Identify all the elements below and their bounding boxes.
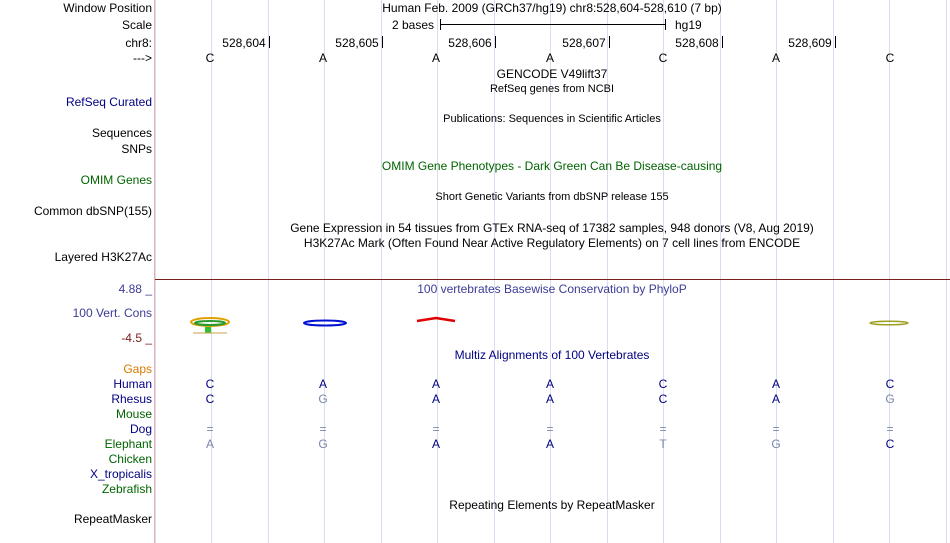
alignment-base: A bbox=[545, 437, 554, 451]
alignment-base: A bbox=[431, 392, 440, 406]
reference-base: C bbox=[885, 51, 895, 65]
scale-bar-line bbox=[440, 24, 665, 25]
alignment-gap-marker: = bbox=[772, 422, 780, 436]
alignment-base-mismatch: G bbox=[318, 392, 328, 406]
cons-ymin-label: -4.5 _ bbox=[121, 331, 152, 345]
alignment-base: C bbox=[885, 437, 895, 451]
grid-line bbox=[211, 0, 212, 543]
alignment-gap-marker: = bbox=[886, 422, 894, 436]
track-title-dbsnp[interactable]: Short Genetic Variants from dbSNP release 155 bbox=[435, 191, 669, 203]
alignment-gap-marker: = bbox=[319, 422, 327, 436]
cons-ymax-label: 4.88 _ bbox=[118, 282, 152, 296]
track-title-omim[interactable]: OMIM Gene Phenotypes - Dark Green Can Be Disease-causing bbox=[381, 159, 723, 173]
track-title-h3k27ac[interactable]: H3K27Ac Mark (Often Found Near Active Regulatory Elements) on 7 cell lines from ENCODE bbox=[303, 236, 801, 250]
grid-line bbox=[381, 0, 382, 543]
alignment-base-mismatch: G bbox=[885, 392, 895, 406]
track-title-gtex[interactable]: Gene Expression in 54 tissues from GTEx RNA-seq of 17382 samples, 948 donors (V8, Aug 2019) bbox=[290, 221, 814, 235]
track-label-snps[interactable]: SNPs bbox=[121, 142, 152, 156]
conservation-divider bbox=[155, 279, 950, 280]
ruler-tick bbox=[722, 36, 723, 48]
species-label-human[interactable]: Human bbox=[113, 377, 152, 391]
species-label-x-tropicalis[interactable]: X_tropicalis bbox=[89, 467, 152, 481]
window-position-label: Window Position bbox=[63, 1, 152, 15]
conservation-logo-c2 bbox=[870, 321, 908, 325]
track-title-repeatmasker[interactable]: Repeating Elements by RepeatMasker bbox=[449, 498, 655, 512]
species-label-rhesus[interactable]: Rhesus bbox=[111, 392, 152, 406]
grid-line bbox=[155, 0, 156, 543]
alignment-base: A bbox=[771, 377, 780, 391]
grid-line bbox=[833, 0, 834, 543]
ruler-tick bbox=[382, 36, 383, 48]
track-label-h3k27ac[interactable]: Layered H3K27Ac bbox=[54, 250, 152, 264]
conservation-logo-a bbox=[417, 318, 455, 321]
alignment-base: C bbox=[658, 377, 668, 391]
strand-label: ---> bbox=[133, 51, 152, 65]
alignment-gap-marker: = bbox=[546, 422, 554, 436]
conservation-logo-plot bbox=[155, 313, 950, 345]
ruler-coordinate: 528,609 bbox=[788, 36, 832, 50]
alignment-base: A bbox=[431, 437, 440, 451]
alignment-base: A bbox=[771, 392, 780, 406]
scale-db-label: hg19 bbox=[675, 18, 702, 32]
grid-line bbox=[437, 0, 438, 543]
grid-line bbox=[268, 0, 269, 543]
track-title-conservation[interactable]: 100 vertebrates Basewise Conservation by PhyloP bbox=[417, 282, 687, 296]
scale-label: Scale bbox=[121, 18, 152, 32]
chromosome-label: chr8: bbox=[125, 36, 152, 50]
alignment-gap-marker: = bbox=[432, 422, 440, 436]
alignment-base: C bbox=[205, 392, 215, 406]
species-label-dog[interactable]: Dog bbox=[129, 422, 152, 436]
alignment-gap-marker: = bbox=[206, 422, 214, 436]
track-label-omim[interactable]: OMIM Genes bbox=[80, 173, 152, 187]
reference-base: C bbox=[658, 51, 668, 65]
ruler-coordinate: 528,608 bbox=[675, 36, 719, 50]
grid-line bbox=[946, 0, 947, 543]
ruler-coordinate: 528,604 bbox=[222, 36, 266, 50]
species-label-chicken[interactable]: Chicken bbox=[108, 452, 152, 466]
grid-line bbox=[324, 0, 325, 543]
track-title-multiz[interactable]: Multiz Alignments of 100 Vertebrates bbox=[454, 348, 650, 362]
track-title-gencode[interactable]: GENCODE V49lift37 bbox=[496, 67, 608, 81]
species-label-zebrafish[interactable]: Zebrafish bbox=[101, 482, 152, 496]
grid-line bbox=[720, 0, 721, 543]
track-label-sequences[interactable]: Sequences bbox=[91, 126, 152, 140]
alignment-gap-marker: = bbox=[659, 422, 667, 436]
conservation-logo-g bbox=[304, 321, 346, 326]
alignment-base: C bbox=[658, 392, 668, 406]
track-label-dbsnp[interactable]: Common dbSNP(155) bbox=[33, 204, 152, 218]
conservation-logo-c bbox=[191, 318, 229, 333]
alignment-base: A bbox=[431, 377, 440, 391]
ruler-coordinate: 528,605 bbox=[335, 36, 379, 50]
assembly-position-title: Human Feb. 2009 (GRCh37/hg19) chr8:528,604-528,610 (7 bp) bbox=[382, 1, 722, 15]
ruler-tick bbox=[495, 36, 496, 48]
track-label-refseq[interactable]: RefSeq Curated bbox=[65, 95, 152, 109]
reference-base: A bbox=[431, 51, 440, 65]
grid-line bbox=[663, 0, 664, 543]
ruler-tick bbox=[609, 36, 610, 48]
ruler-tick bbox=[835, 36, 836, 48]
track-label-repeatmasker[interactable]: RepeatMasker bbox=[73, 512, 152, 526]
track-title-sequences[interactable]: Publications: Sequences in Scientific Articles bbox=[443, 113, 661, 125]
alignment-base: A bbox=[318, 377, 327, 391]
track-title-refseq[interactable]: RefSeq genes from NCBI bbox=[489, 83, 615, 95]
ruler-tick bbox=[269, 36, 270, 48]
alignment-base: C bbox=[205, 377, 215, 391]
species-label-mouse[interactable]: Mouse bbox=[115, 407, 152, 421]
scale-bar-text: 2 bases bbox=[391, 18, 435, 32]
alignment-base-mismatch: G bbox=[771, 437, 781, 451]
alignment-base-mismatch: T bbox=[659, 437, 667, 451]
grid-line bbox=[889, 0, 890, 543]
alignment-base-mismatch: A bbox=[205, 437, 214, 451]
reference-base: A bbox=[545, 51, 554, 65]
reference-base: A bbox=[318, 51, 327, 65]
reference-base: A bbox=[771, 51, 780, 65]
scale-bar-end-right bbox=[665, 19, 666, 30]
ruler-coordinate: 528,607 bbox=[562, 36, 606, 50]
alignment-base-mismatch: G bbox=[318, 437, 328, 451]
track-label-cons[interactable]: 100 Vert. Cons bbox=[72, 306, 152, 320]
species-label-elephant[interactable]: Elephant bbox=[104, 437, 152, 451]
track-label-gaps[interactable]: Gaps bbox=[123, 362, 152, 376]
grid-line bbox=[776, 0, 777, 543]
reference-base: C bbox=[205, 51, 215, 65]
scale-bar-end-left bbox=[440, 19, 441, 30]
alignment-base: C bbox=[885, 377, 895, 391]
alignment-base: A bbox=[545, 377, 554, 391]
label-gutter-border bbox=[154, 0, 155, 543]
alignment-base: A bbox=[545, 392, 554, 406]
ruler-coordinate: 528,606 bbox=[448, 36, 492, 50]
